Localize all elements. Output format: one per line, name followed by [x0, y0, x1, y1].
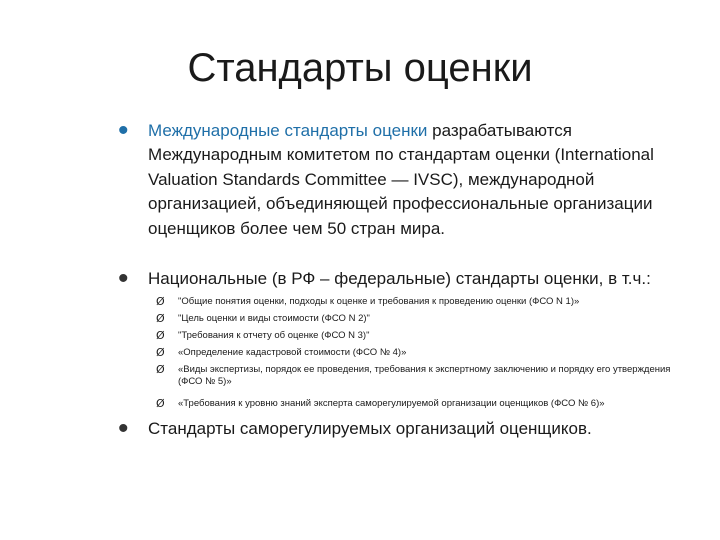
arrow-bullet-icon: Ø — [156, 363, 165, 376]
arrow-bullet-icon: Ø — [156, 329, 165, 342]
bullet-national-standards: Национальные (в РФ – федеральные) стандарты оценки, в т.ч.: — [148, 269, 651, 288]
sub-item-text: «Требования к уровню знаний эксперта саморегулируемой организации оценщиков (ФСО № 6)» — [178, 398, 605, 409]
bullet-dot-icon: • — [118, 262, 129, 295]
highlight-international-standards: Международные стандарты оценки — [148, 121, 428, 140]
bullet-dot-icon: • — [118, 412, 129, 445]
slide-title: Стандарты оценки — [187, 46, 533, 90]
arrow-bullet-icon: Ø — [156, 397, 165, 410]
bullet-sro-standards: Стандарты саморегулируемых организаций оценщиков. — [148, 419, 592, 438]
bullet-text: разрабатываются Международным комитетом по стандартам оценки (International Valuation Standards Committee — IVSC), международной организацией, объединяющей профессиональные организации оценщиков более чем 50 стран мира. — [148, 121, 654, 238]
sub-item-text: "Требования к отчету об оценке (ФСО N 3)" — [178, 330, 370, 341]
sub-item-text: «Определение кадастровой стоимости (ФСО № 4)» — [178, 347, 407, 358]
bullet-international-standards — [148, 119, 688, 241]
arrow-bullet-icon: Ø — [156, 346, 165, 359]
arrow-bullet-icon: Ø — [156, 312, 165, 325]
sub-item-text: «Виды экспертизы, порядок ее проведения, требования к экспертному заключению и порядку его утверждения (ФСО № 5)» — [178, 364, 671, 387]
sub-item-text: "Цель оценки и виды стоимости (ФСО N 2)" — [178, 313, 370, 324]
sub-item-text: "Общие понятия оценки, подходы к оценке и требования к проведению оценки (ФСО N 1)» — [178, 296, 580, 307]
bullet-dot-icon: • — [118, 114, 129, 147]
arrow-bullet-icon: Ø — [156, 295, 165, 308]
